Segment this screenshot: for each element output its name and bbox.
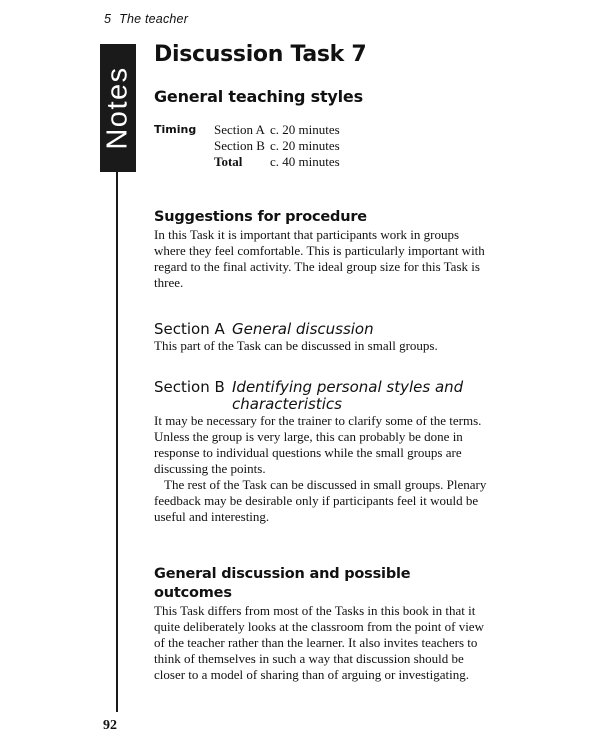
chapter-title: The teacher: [119, 12, 189, 26]
timing-row-name: Section B: [214, 138, 265, 153]
text-line: think of themselves in such a way that discussion should be: [154, 651, 464, 666]
text-line: This part of the Task can be discussed in small groups.: [154, 338, 438, 353]
timing-total-name: Total: [214, 154, 243, 169]
outcomes-paragraph: [154, 603, 494, 683]
timing-row-value: c. 20 minutes: [270, 138, 340, 153]
chapter-number: 5: [104, 12, 112, 26]
heading-line: General discussion and possible: [154, 566, 411, 582]
section-b-heading: [154, 379, 494, 413]
page-number: 92: [103, 718, 117, 733]
text-line: useful and interesting.: [154, 509, 270, 524]
text-line: three.: [154, 275, 184, 290]
margin-rule: [116, 172, 118, 712]
section-a-title: General discussion: [232, 320, 374, 338]
text-line: discussing the points.: [154, 461, 266, 476]
section-b-paragraph-1: [154, 413, 494, 477]
task-title: Discussion Task 7: [154, 42, 367, 67]
text-line: It may be necessary for the trainer to clarify some of the terms.: [154, 413, 482, 428]
notes-tab-label: Notes: [101, 66, 134, 150]
page-content: [154, 40, 494, 683]
text-line: where they feel comfortable. This is particularly important with: [154, 243, 485, 258]
text-line: quite deliberately looks at the classroom from the point of view: [154, 619, 484, 634]
section-b-label: Section B: [154, 378, 225, 396]
section-a-label: Section A: [154, 320, 225, 338]
timing-label: Timing: [154, 123, 197, 136]
timing-row-name: Section A: [214, 122, 265, 137]
suggestions-paragraph: [154, 227, 494, 291]
text-line: closer to a model of sharing than of arguing or investigating.: [154, 667, 469, 682]
section-a-paragraph: [154, 338, 494, 354]
section-b-title: [232, 379, 463, 413]
text-line: feedback may be desirable only if participants feel it would be: [154, 493, 479, 508]
outcomes-heading: [154, 565, 494, 603]
section-b-paragraph-2: [154, 477, 494, 525]
text-line: The rest of the Task can be discussed in small groups. Plenary: [164, 477, 487, 492]
section-a-heading: [154, 321, 494, 338]
heading-line: outcomes: [154, 585, 232, 601]
running-head: [104, 12, 188, 26]
timing-row-value: c. 20 minutes: [270, 122, 340, 137]
task-subtitle: General teaching styles: [154, 87, 363, 106]
text-line: regard to the final activity. The ideal group size for this Task is: [154, 259, 480, 274]
text-line: of the teacher rather than the learner. It also invites teachers to: [154, 635, 478, 650]
timing-table: [154, 122, 494, 170]
timing-total-value: c. 40 minutes: [270, 154, 340, 169]
title-line: Identifying personal styles and: [232, 378, 464, 396]
title-line: characteristics: [232, 395, 342, 413]
text-line: In this Task it is important that participants work in groups: [154, 227, 460, 242]
notes-side-tab: [100, 44, 136, 172]
text-line: This Task differs from most of the Tasks in this book in that it: [154, 603, 476, 618]
text-line: Unless the group is very large, this can probably be done in: [154, 429, 463, 444]
suggestions-heading: Suggestions for procedure: [154, 209, 367, 225]
text-line: response to individual questions while the small groups are: [154, 445, 462, 460]
